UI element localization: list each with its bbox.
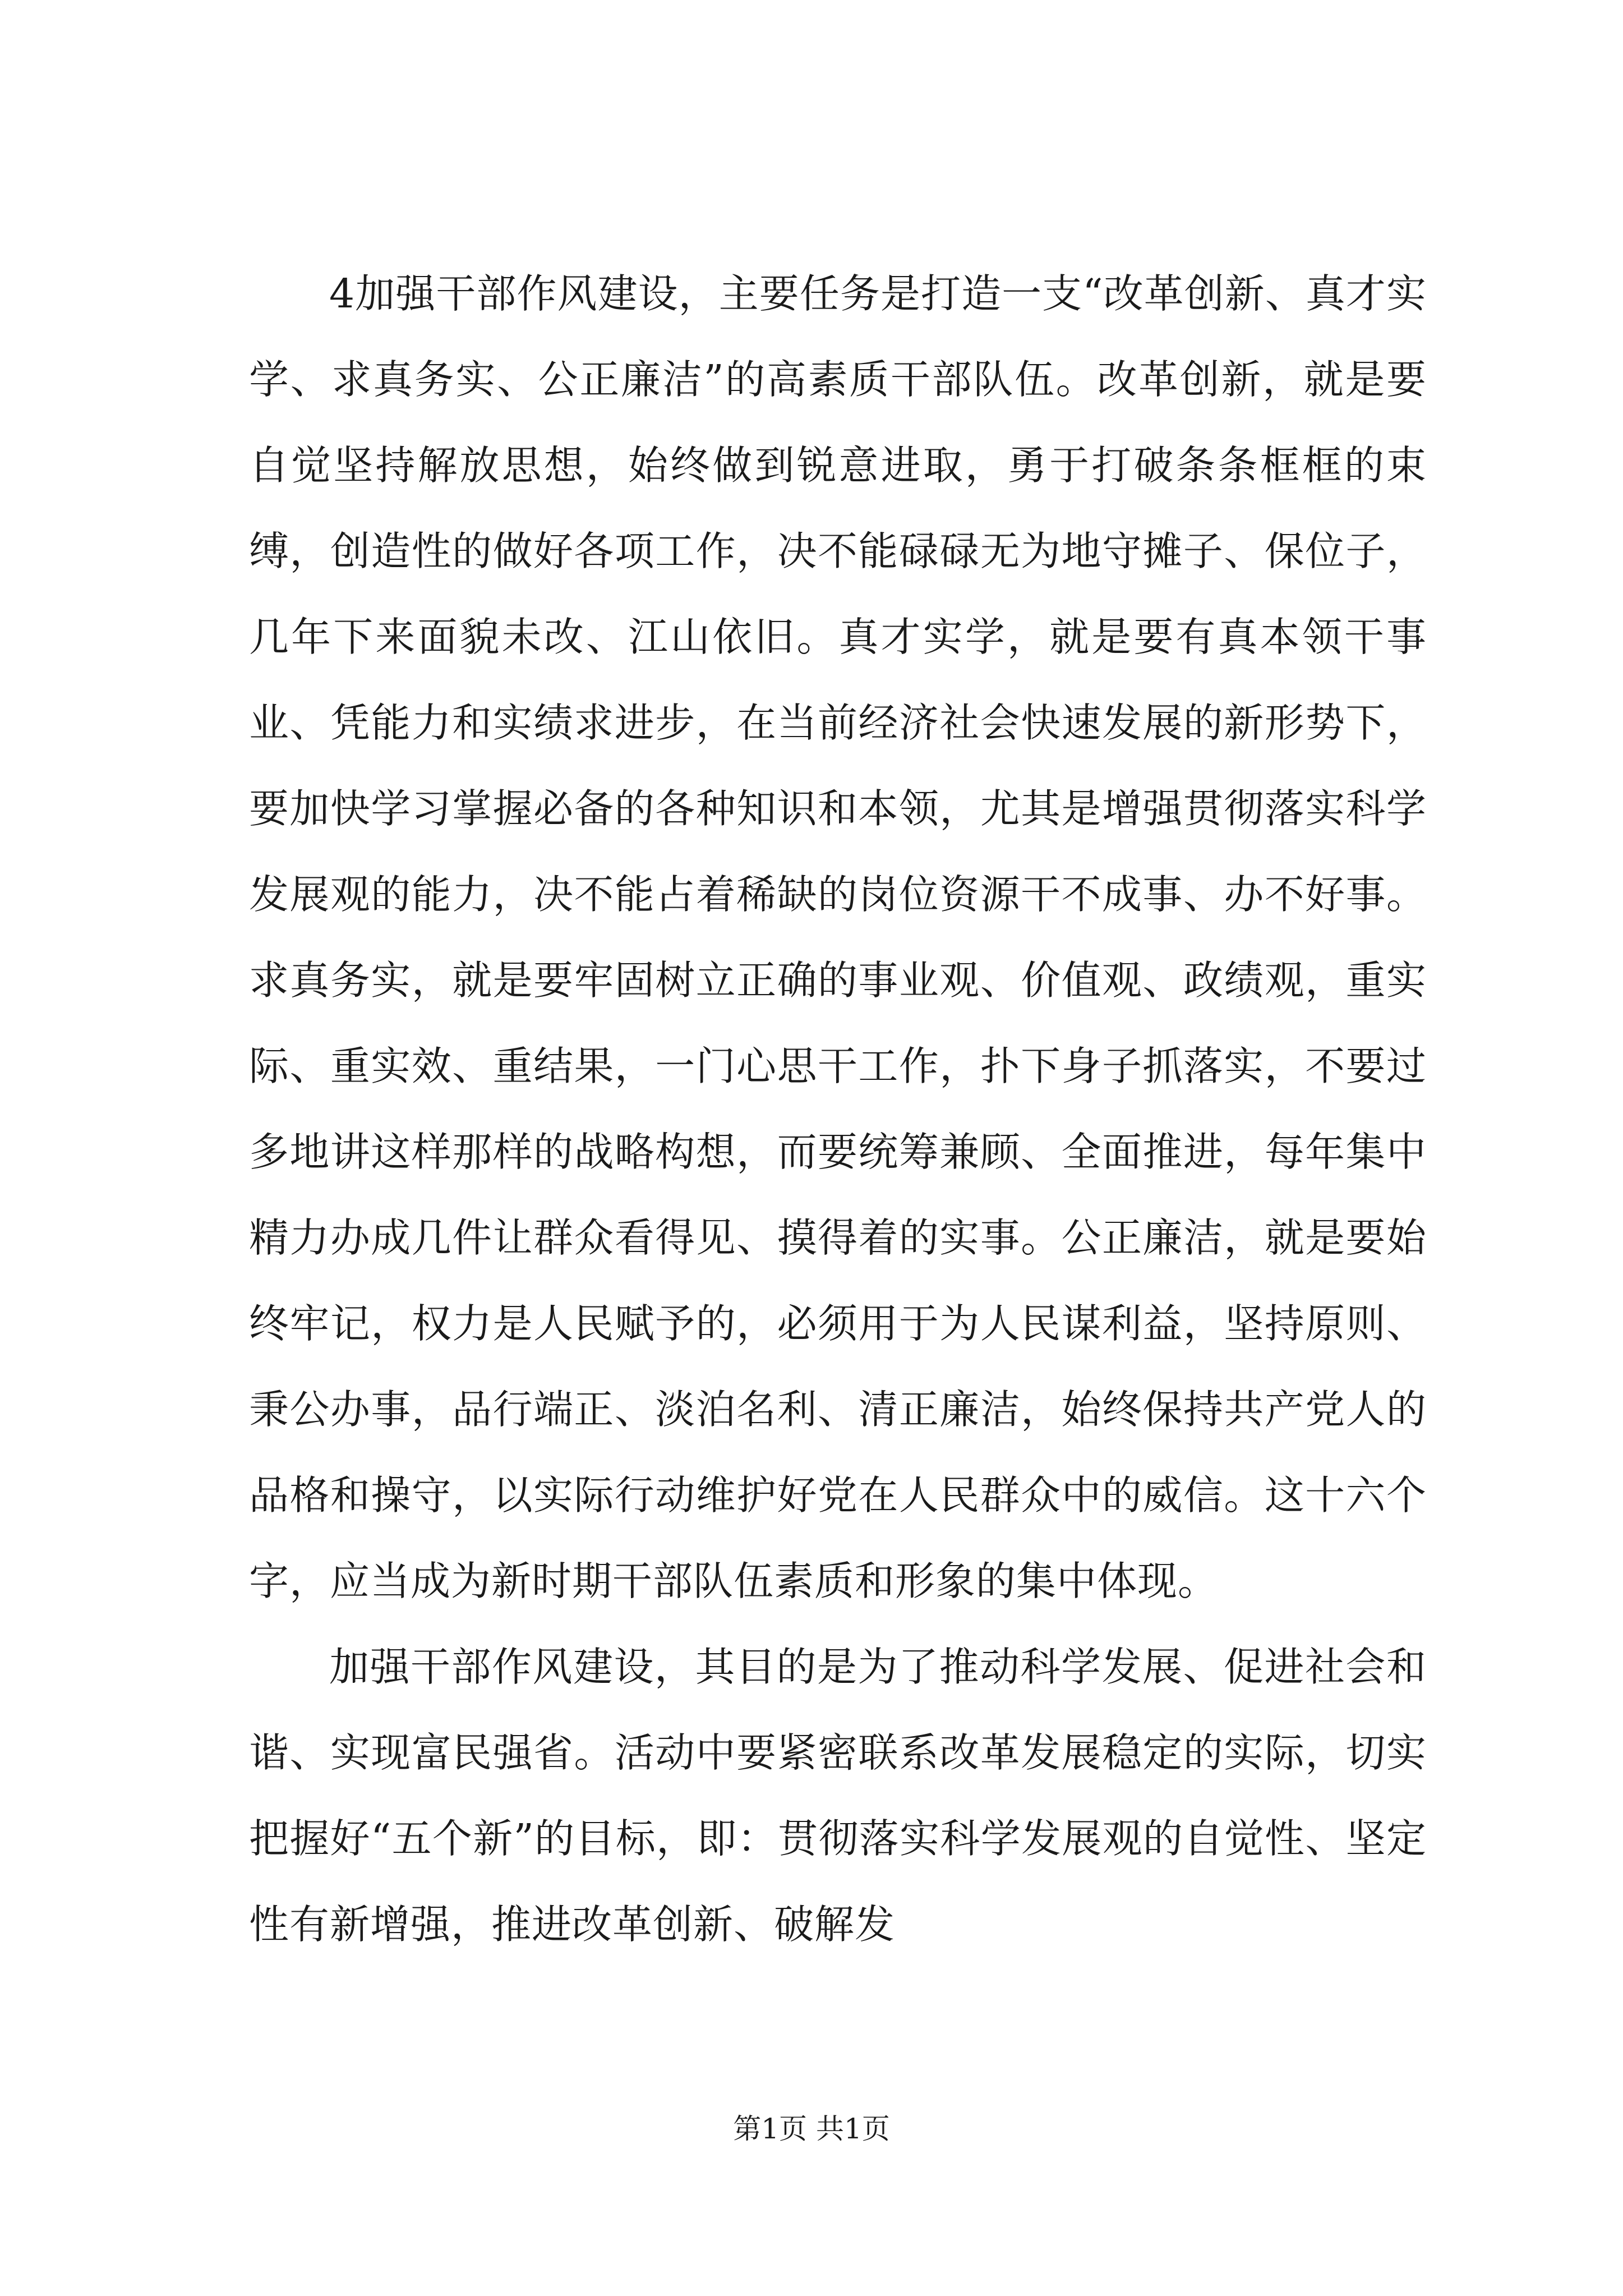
page-footer: 第1页 共1页: [733, 2113, 890, 2145]
paragraph-1: 4加强干部作风建设，主要任务是打造一支“改革创新、真才实学、求真务实、公正廉洁”的高素质干部队伍。改革创新，就是要自觉坚持解放思想，始终做到锐意进取，勇于打破条条框框的束缚，创造性的做好各项工作，决不能碌碌无为地守摊子、保位子，几年下来面貌未改、江山依旧。真才实学，就是要有真本领干事业、凭能力和实绩求进步，在当前经济社会快速发展的新形势下，要加快学习掌握必备的各种知识和本领，尤其是增强贯彻落实科学发展观的能力，决不能占着稀缺的岗位资源干不成事、办不好事。求真务实，就是要牢固树立正确的事业观、价值观、政绩观，重实际、重实效、重结果，一门心思干工作，扑下身子抓落实，不要过多地讲这样那样的战略构想，而要统筹兼顾、全面推进，每年集中精力办成几件让群众看得见、摸得着的实事。公正廉洁，就是要始终牢记，权力是人民赋予的，必须用于为人民谋利益，坚持原则、秉公办事，品行端正、淡泊名利、清正廉洁，始终保持共产党人的品格和操守，以实际行动维护好党在人民群众中的威信。这十六个字，应当成为新时期干部队伍素质和形象的集中体现。: [249, 270, 1427, 1604]
paragraph-2: 加强干部作风建设，其目的是为了推动科学发展、促进社会和谐、实现富民强省。活动中要紧密联系改革发展稳定的实际，切实把握好“五个新”的目标，即：贯彻落实科学发展观的自觉性、坚定性有新增强，推进改革创新、破解发: [249, 1644, 1427, 1948]
document-body: [249, 251, 1427, 1967]
